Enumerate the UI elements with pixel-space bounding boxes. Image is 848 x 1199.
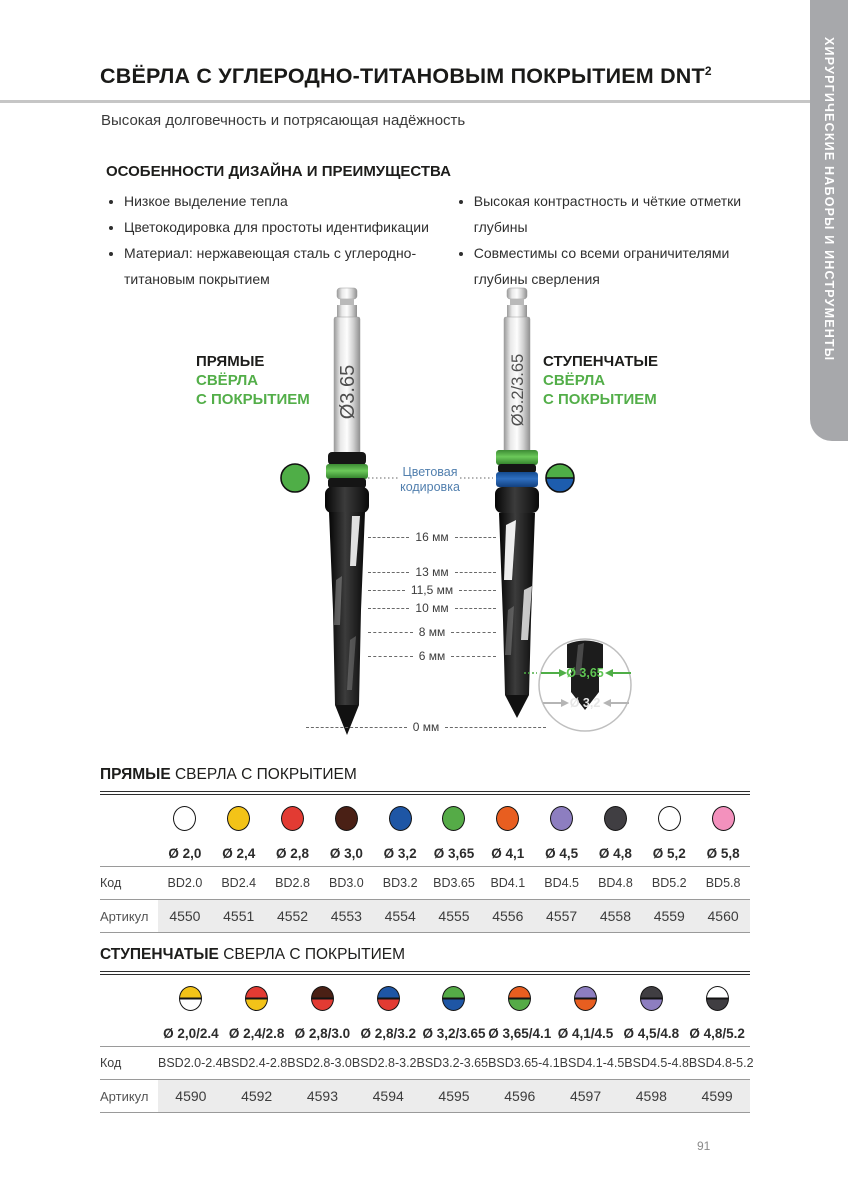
stepped-table-title: СТУПЕНЧАТЫЕ СВЕРЛА С ПОКРЫТИЕМ (100, 946, 405, 963)
straight-drill-figure (325, 288, 369, 735)
code-value: BSD3.65-4.1 (488, 1056, 560, 1070)
stepped-drills-table (100, 946, 754, 1113)
code-value: BD3.65 (433, 876, 475, 890)
color-dot (377, 986, 400, 1011)
code-value: BSD2.4-2.8 (222, 1056, 288, 1070)
color-dot (442, 806, 465, 831)
row-label-code: Код (100, 1056, 122, 1070)
depth-dash-line (451, 656, 496, 657)
color-dot-cell (319, 806, 373, 831)
diameter-label: Ø 5,8 (706, 846, 740, 861)
diameter-label: Ø 2,8/3.0 (294, 1026, 351, 1041)
stepped-color-dot (546, 464, 574, 492)
article-value: 4590 (158, 1080, 224, 1112)
article-value: 4551 (212, 900, 266, 932)
depth-dash-line (368, 632, 413, 633)
code-row (100, 867, 750, 900)
color-dot (706, 986, 729, 1011)
color-dot (227, 806, 250, 831)
feature-bullet-item: • Высокая контрастность и чёткие отметки глубины (474, 188, 766, 240)
diameter-label: Ø 4,5/4.8 (623, 1026, 680, 1041)
color-dot-cell (589, 806, 643, 831)
features-list-right (456, 188, 766, 292)
diameter-label: Ø 3,65 (433, 846, 475, 861)
color-dot-cell (224, 986, 290, 1011)
color-dot (442, 986, 465, 1011)
color-dot-cell (618, 986, 684, 1011)
depth-dash-line (455, 608, 496, 609)
feature-bullet-item: • Цветокодировка для простоты идентификации (124, 214, 434, 240)
article-value: 4555 (427, 900, 481, 932)
depth-mark-label: 8 мм (418, 625, 446, 639)
depth-mark-label: 10 мм (415, 601, 449, 615)
code-value: BD2.4 (221, 876, 257, 890)
code-value: BD2.8 (275, 876, 310, 890)
diameter-label: Ø 2,0 (168, 846, 202, 861)
color-dot (179, 986, 202, 1011)
depth-mark-label: 13 мм (415, 565, 449, 579)
code-value: BSD2.0-2.4 (158, 1056, 223, 1070)
diameter-label: Ø 4,1 (491, 846, 525, 861)
row-label-article: Артикул (100, 908, 149, 924)
article-value: 4597 (553, 1080, 619, 1112)
code-value: BSD3.2-3.65 (416, 1056, 489, 1070)
diameter-label: Ø 3,0 (329, 846, 363, 861)
color-dot-cell (684, 986, 750, 1011)
color-dot-cell (481, 806, 535, 831)
straight-table-title: ПРЯМЫЕ СВЕРЛА С ПОКРЫТИЕМ (100, 766, 357, 783)
code-value: BSD2.8-3.0 (287, 1056, 352, 1070)
color-dot (311, 986, 334, 1011)
article-value: 4594 (355, 1080, 421, 1112)
diameter-label: Ø 4,5 (545, 846, 579, 861)
diameter-label: Ø 4,8 (598, 846, 632, 861)
article-value: 4550 (158, 900, 212, 932)
article-row (100, 1080, 750, 1113)
article-value: 4554 (373, 900, 427, 932)
article-value: 4599 (684, 1080, 750, 1112)
depth-dash-line (368, 572, 409, 573)
drills-drawing (0, 280, 848, 750)
color-dot (508, 986, 531, 1011)
color-dot-cell (553, 986, 619, 1011)
diameter-label: Ø 3,65/4.1 (488, 1026, 552, 1041)
diameter-label: Ø 3,2/3.65 (422, 1026, 486, 1041)
article-value: 4596 (487, 1080, 553, 1112)
article-value: 4553 (319, 900, 373, 932)
depth-dash-line (445, 727, 546, 728)
stepped-drill-figure (495, 288, 539, 718)
depth-dash-line (368, 590, 405, 591)
depth-mark-label: 16 мм (415, 530, 449, 544)
blue-coding-ring (496, 472, 538, 487)
color-dots-row (100, 975, 750, 1021)
article-value: 4558 (589, 900, 643, 932)
color-dot (173, 806, 196, 831)
page-title: СВЁРЛА С УГЛЕРОДНО-ТИТАНОВЫМ ПОКРЫТИЕМ DNT$^2$ (100, 64, 712, 89)
code-row (100, 1047, 754, 1080)
depth-dash-line (306, 727, 407, 728)
article-value: 4557 (535, 900, 589, 932)
article-value: 4595 (421, 1080, 487, 1112)
color-dot-cell (696, 806, 750, 831)
side-tab-label: ХИРУРГИЧЕСКИЕ НАБОРЫ И ИНСТРУМЕНТЫ (822, 37, 836, 362)
title-superscript: 2 (704, 64, 712, 78)
color-dot-cell (487, 986, 553, 1011)
straight-drills-table (100, 766, 750, 933)
diameter-label: Ø 2,4 (222, 846, 256, 861)
color-dot (658, 806, 681, 831)
straight-color-dot (281, 464, 309, 492)
article-value: 4552 (266, 900, 320, 932)
depth-dash-line (368, 537, 409, 538)
color-dot-cell (290, 986, 356, 1011)
row-label-code: Код (100, 876, 122, 890)
depth-mark-label: 6 мм (418, 649, 446, 663)
straight-drill-shaft-text: Ø3.65 (337, 364, 359, 420)
depth-mark-row (306, 718, 546, 736)
depth-mark-row (368, 563, 496, 581)
color-dot (245, 986, 268, 1011)
depth-dash-line (455, 537, 496, 538)
depth-dash-line (451, 632, 496, 633)
depth-dash-line (368, 656, 413, 657)
code-value: BSD4.5-4.8 (624, 1056, 689, 1070)
feature-bullet-item: • Совместимы со всеми ограничителями глубины сверления (474, 240, 766, 292)
row-label-article: Артикул (100, 1088, 149, 1104)
features-list-left (106, 188, 434, 292)
code-value: BSD4.8-5.2 (688, 1056, 754, 1070)
article-row (100, 900, 750, 933)
depth-mark-row (368, 528, 496, 546)
drill-illustration (0, 280, 848, 750)
depth-dash-line (459, 590, 496, 591)
color-dot (550, 806, 573, 831)
article-value: 4598 (618, 1080, 684, 1112)
diameter-label: Ø 4,8/5.2 (689, 1026, 745, 1041)
code-value: BD4.8 (598, 876, 633, 890)
diameter-label: Ø 2,8 (276, 846, 310, 861)
straight-drill-label: ПРЯМЫЕ СВЁРЛА С ПОКРЫТИЕМ (196, 353, 310, 408)
color-dot (640, 986, 663, 1011)
depth-mark-row (368, 623, 496, 641)
features-section (106, 163, 766, 292)
color-dot-cell (373, 806, 427, 831)
inset-top-diameter-label: Ø 3,65 (566, 666, 604, 680)
diameter-label: Ø 2,4/2.8 (228, 1026, 285, 1041)
color-dot-cell (535, 806, 589, 831)
color-dot-cell (158, 986, 224, 1011)
color-coding-label-line2: кодировка (400, 480, 460, 494)
code-value: BD3.2 (382, 876, 418, 890)
depth-mark-label: 0 мм (412, 720, 440, 734)
depth-mark-row (368, 581, 496, 599)
straight-drill-label-title: ПРЯМЫЕ (196, 353, 265, 370)
feature-bullet-item: • Низкое выделение тепла (124, 188, 434, 214)
green-coding-ring (326, 464, 368, 479)
article-value: 4592 (224, 1080, 290, 1112)
article-value: 4556 (481, 900, 535, 932)
depth-mark-row (368, 599, 496, 617)
color-dot (389, 806, 412, 831)
green-coding-ring (496, 450, 538, 465)
diameter-label: Ø 3,2 (383, 846, 417, 861)
code-value: BD5.8 (705, 876, 741, 890)
color-dot (574, 986, 597, 1011)
diameter-row (100, 1021, 750, 1047)
color-dot-cell (266, 806, 320, 831)
stepped-drill-shaft-text: Ø3.2/3.65 (509, 353, 527, 427)
code-value: BSD2.8-3.2 (351, 1056, 417, 1070)
depth-mark-label: 11,5 мм (410, 583, 454, 597)
color-dot-cell (158, 806, 212, 831)
code-value: BD5.2 (651, 876, 687, 890)
inset-bottom-diameter-label: Ø 3,2 (569, 696, 601, 710)
diameter-label: Ø 2,0/2.4 (163, 1026, 219, 1041)
color-dot-cell (212, 806, 266, 831)
diameter-label: Ø 5,2 (652, 846, 686, 861)
stepped-drill-label: СТУПЕНЧАТЫЕ СВЁРЛА С ПОКРЫТИЕМ (543, 353, 659, 408)
article-value: 4560 (696, 900, 750, 932)
title-divider (0, 100, 810, 103)
depth-dash-line (368, 608, 409, 609)
color-dot-cell (355, 986, 421, 1011)
color-dot (712, 806, 735, 831)
diameter-label: Ø 2,8/3.2 (360, 1026, 416, 1041)
depth-mark-row (368, 647, 496, 665)
code-value: BD4.5 (544, 876, 579, 890)
code-value: BD2.0 (167, 876, 203, 890)
color-dot (281, 806, 304, 831)
diameter-label: Ø 4,1/4.5 (557, 1026, 614, 1041)
code-value: BD3.0 (328, 876, 364, 890)
page-subtitle: Высокая долговечность и потрясающая надёжность (101, 112, 466, 129)
color-dot-cell (421, 986, 487, 1011)
depth-dash-line (455, 572, 496, 573)
color-dot (604, 806, 627, 831)
color-dot (496, 806, 519, 831)
article-value: 4593 (290, 1080, 356, 1112)
page-number: 91 (697, 1139, 711, 1153)
code-value: BSD4.1-4.5 (559, 1056, 625, 1070)
article-value: 4559 (642, 900, 696, 932)
color-dot-cell (427, 806, 481, 831)
color-coding-label-line1: Цветовая (402, 465, 458, 479)
diameter-row (100, 841, 750, 867)
color-dots-row (100, 795, 750, 841)
stepped-drill-label-title: СТУПЕНЧАТЫЕ (543, 353, 659, 370)
color-dot-cell (642, 806, 696, 831)
feature-bullet-item: • Материал: нержавеющая сталь с углеродно-титановым покрытием (124, 240, 434, 292)
color-dot (335, 806, 358, 831)
features-heading: ОСОБЕННОСТИ ДИЗАЙНА И ПРЕИМУЩЕСТВА (106, 163, 451, 180)
code-value: BD4.1 (490, 876, 526, 890)
